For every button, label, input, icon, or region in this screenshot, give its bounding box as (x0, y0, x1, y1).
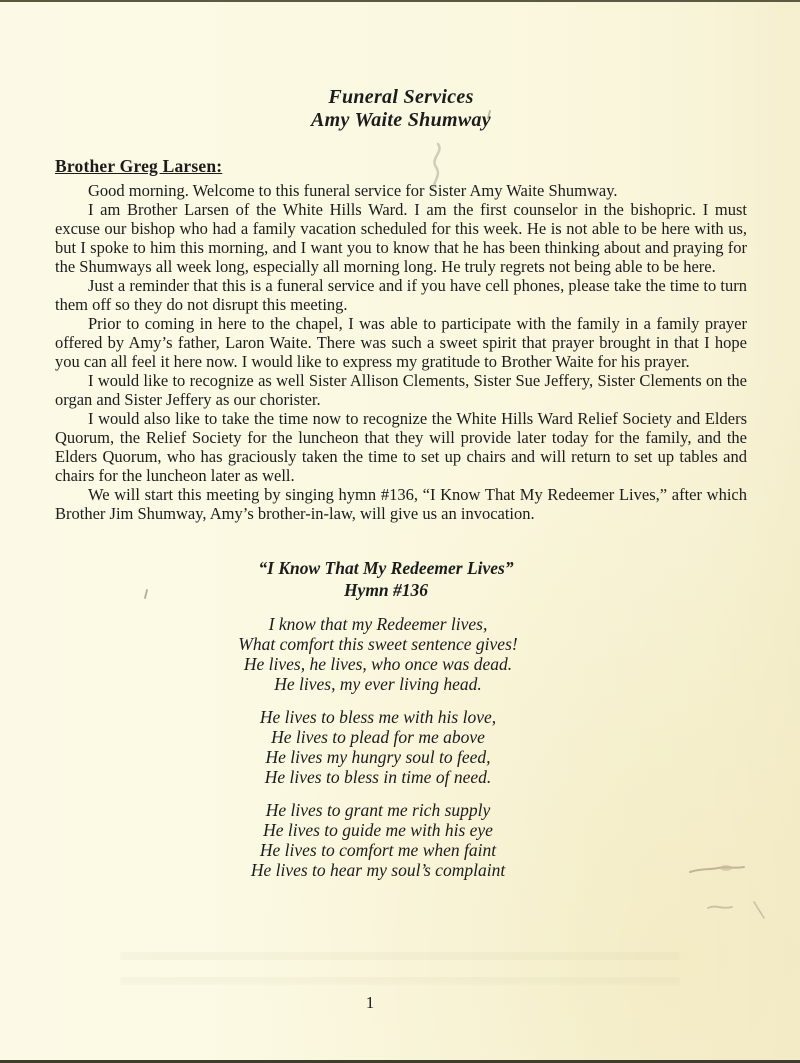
paragraph: Good morning. Welcome to this funeral service for Sister Amy Waite Shumway. (88, 181, 618, 200)
document-title (55, 86, 747, 132)
page-number: 1 (365, 993, 375, 1012)
hymn-heading (55, 557, 747, 601)
title-line-2: Amy Waite Shumway (311, 109, 491, 131)
title-line-1: Funeral Services (328, 86, 474, 108)
hymn-verse (55, 800, 747, 880)
paragraph: I am Brother Larsen of the White Hills Ward. I am the first counselor in the bishopric. I must excuse our bishop who had a family vacation scheduled for this week. He is not able to be here with us, but I spoke to him this morning, and I want you to know that he has been thinking about and praying for the Shumways all week long, especially all morning long. He truly regrets not being able to be here. (55, 200, 747, 276)
verse-line: I know that my Redeemer lives, (268, 614, 488, 634)
verse-line: He lives to bless in time of need. (264, 767, 492, 787)
smudge-mark (706, 898, 776, 924)
speaker-heading: Brother Greg Larsen: (55, 156, 223, 176)
paragraph: We will start this meeting by singing hymn #136, “I Know That My Redeemer Lives,” after which Brother Jim Shumway, Amy’s brother-in-law, will give us an invocation. (55, 485, 747, 523)
page-bleedthrough (120, 935, 680, 985)
verse-line: He lives to comfort me when faint (259, 840, 497, 860)
hymn-title: “I Know That My Redeemer Lives” (258, 558, 514, 578)
verse-line: He lives to plead for me above (271, 727, 485, 747)
verse-line: He lives to guide me with his eye (263, 820, 493, 840)
paragraph: I would also like to take the time now to recognize the White Hills Ward Relief Society and Elders Quorum, the Relief Society for the luncheon that they will provide later today for the family, and the Elders Quorum, who has graciously taken the time to set up chairs and will return to set up tables and chairs for the luncheon later as well. (55, 409, 747, 485)
paragraph: Prior to coming in here to the chapel, I was able to participate with the family in a family prayer offered by Amy’s father, Laron Waite. There was such a sweet spirit that prayer brought in that I hope you can all feel it here now. I would like to express my gratitude to Brother Waite for his prayer. (55, 314, 747, 371)
hymn-verse (55, 614, 747, 694)
verse-line: He lives to grant me rich supply (265, 800, 491, 820)
hymn-number: Hymn #136 (343, 580, 429, 600)
paragraph: I would like to recognize as well Sister Allison Clements, Sister Sue Jeffery, Sister Clements on the organ and Sister Jeffery as our chorister. (55, 371, 747, 409)
verse-line: He lives my hungry soul to feed, (265, 747, 491, 767)
verse-line: He lives, he lives, who once was dead. (243, 654, 513, 674)
verse-line: What comfort this sweet sentence gives! (238, 634, 518, 654)
speech-body (55, 181, 747, 523)
verse-line: He lives to bless me with his love, (259, 707, 497, 727)
verse-line: He lives, my ever living head. (274, 674, 482, 694)
verse-line: He lives to hear my soul’s complaint (250, 860, 506, 880)
hymn-verse (55, 707, 747, 787)
document-content (55, 0, 747, 880)
paragraph: Just a reminder that this is a funeral service and if you have cell phones, please take the time to turn them off so they do not disrupt this meeting. (55, 276, 747, 314)
